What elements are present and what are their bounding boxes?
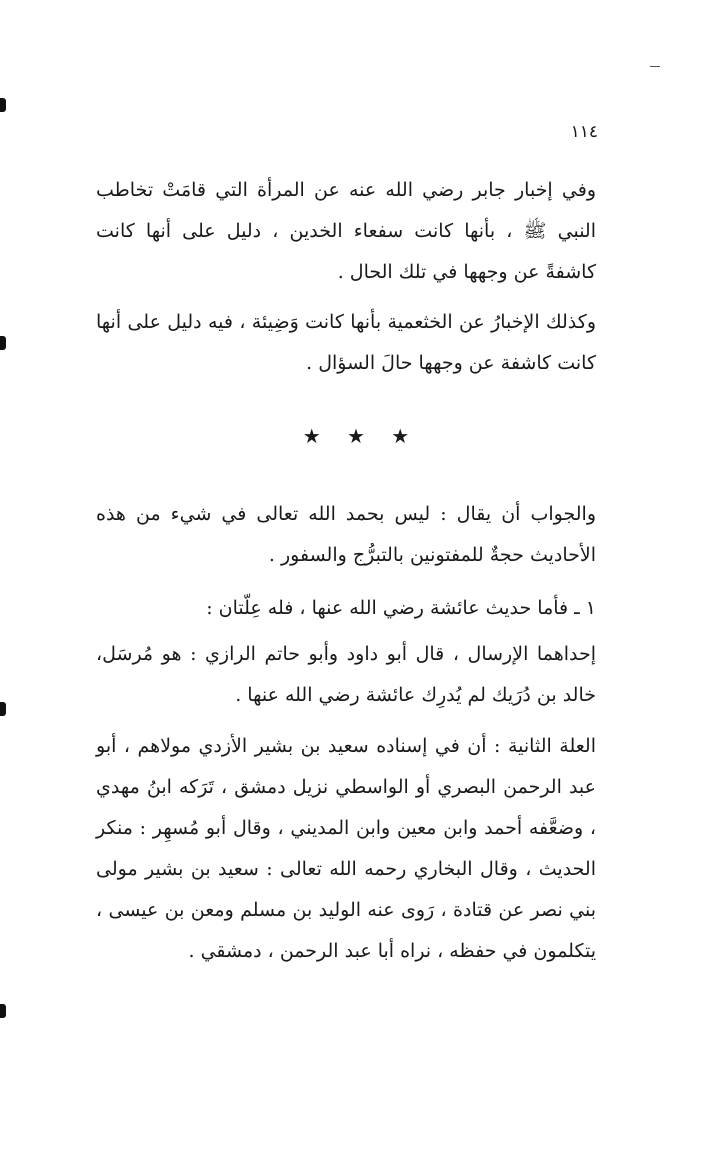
- paragraph-text: والجواب أن يقال : ليس بحمد الله تعالى في شيء من هذه الأحاديث حجةٌ للمفتونين بالتبرُّج والسفور .: [96, 503, 596, 566]
- paragraph-text: العلة الثانية : أن في إسناده سعيد بن بشير الأزدي مولاهم ، أبو عبد الرحمن البصري أو الواسطي نزيل دمشق ، تَرَكه ابنُ مهدي ، وضعَّفه أحمد وابن معين وابن المديني ، وقال أبو مُسهِر : منكر الحديث ، وقال البخاري رحمه الله تعالى : سعيد بن بشير مولى بني نصر عن قتادة ، رَوى عنه الوليد بن مسلم ومعن بن عيسى ، يتكلمون في حفظه ، نراه أبا عبد الرحمن ، دمشقي .: [96, 735, 596, 962]
- paragraph-text: وكذلك الإخبارُ عن الخثعمية بأنها كانت وَضِيئة ، فيه دليل على أنها كانت كاشفة عن وجهها حالَ السؤال .: [96, 311, 596, 374]
- page-edge-mark: [0, 1004, 6, 1018]
- paragraph-text: وفي إخبار جابر رضي الله عنه عن المرأة التي قامَتْ تخاطب النبي ﷺ ، بأنها كانت سفعاء الخدين ، دليل على أنها كانت كاشفةً عن وجهها في تلك الحال .: [96, 179, 596, 283]
- paragraph-second-defect: [96, 726, 596, 972]
- paragraph-first-defect: [96, 634, 596, 716]
- page-number: ١١٤: [570, 122, 598, 142]
- section-separator: ★ ★ ★: [302, 424, 420, 448]
- paragraph-text: ١ ـ فأما حديث عائشة رضي الله عنها ، فله عِلّتان :: [206, 597, 596, 619]
- paragraph-answer: [96, 494, 596, 576]
- page-edge-mark: [0, 702, 6, 716]
- paragraph-aisha-hadith: [96, 588, 596, 629]
- page-edge-mark: [0, 98, 6, 112]
- paragraph-text: إحداهما الإرسال ، قال أبو داود وأبو حاتم الرازي : هو مُرسَل، خالد بن دُرَيك لم يُدرِك عائشة رضي الله عنها .: [96, 643, 596, 706]
- corner-dash-mark: [650, 66, 660, 67]
- paragraph-jabir: [96, 170, 596, 293]
- paragraph-khathamiya: [96, 302, 596, 384]
- page-edge-mark: [0, 336, 6, 350]
